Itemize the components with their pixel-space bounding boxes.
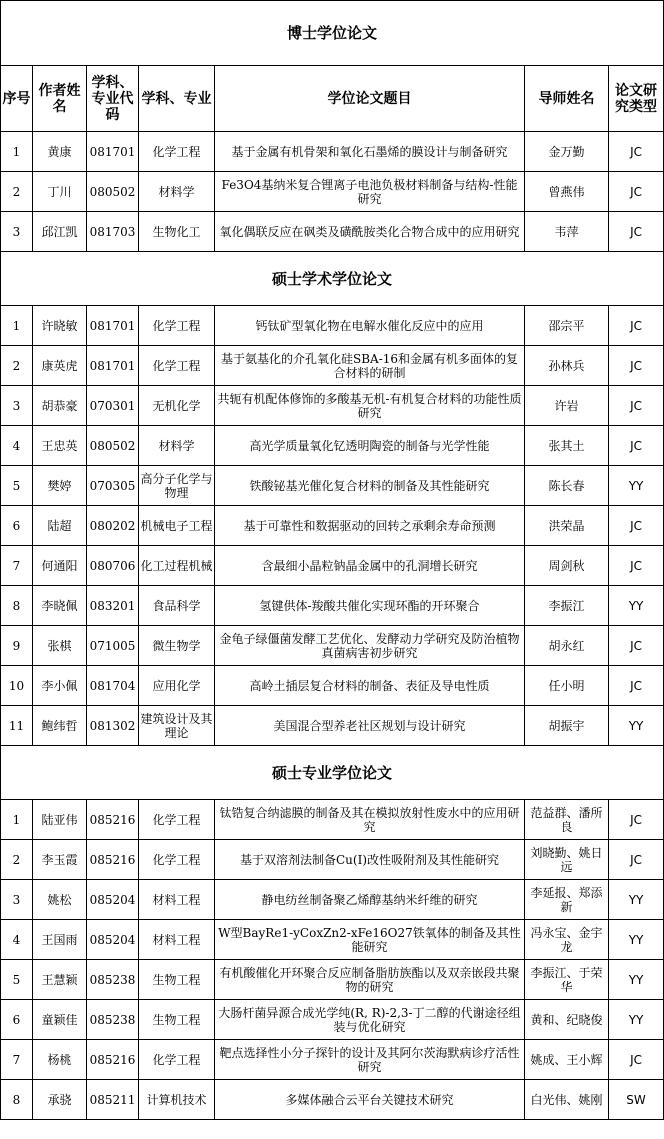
cell-major: 生物工程 <box>139 1000 215 1040</box>
cell-code: 081704 <box>87 666 139 706</box>
cell-major: 化学工程 <box>139 306 215 346</box>
cell-type: JC <box>609 1040 664 1080</box>
section-title-academic: 硕士学术学位论文 <box>1 252 664 306</box>
cell-type: YY <box>609 920 664 960</box>
cell-code: 081703 <box>87 212 139 252</box>
cell-no: 7 <box>1 1040 33 1080</box>
cell-no: 2 <box>1 172 33 212</box>
cell-major: 计算机技术 <box>139 1080 215 1120</box>
cell-major: 建筑设计及其理论 <box>139 706 215 746</box>
cell-major: 化学工程 <box>139 132 215 172</box>
cell-advisor: 胡永红 <box>525 626 609 666</box>
cell-type: JC <box>609 132 664 172</box>
cell-major: 化学工程 <box>139 346 215 386</box>
cell-author: 张棋 <box>33 626 87 666</box>
cell-code: 085216 <box>87 1040 139 1080</box>
table-row <box>1 466 664 506</box>
cell-no: 6 <box>1 506 33 546</box>
cell-author: 王忠英 <box>33 426 87 466</box>
cell-title: 大肠杆菌异源合成光学纯(R, R)-2,3-丁二醇的代谢途径组装与优化研究 <box>215 1000 525 1040</box>
table-row <box>1 1000 664 1040</box>
cell-advisor: 刘晓勤、姚日远 <box>525 840 609 880</box>
cell-author: 李玉霞 <box>33 840 87 880</box>
header-type: 论文研究类型 <box>609 66 664 132</box>
cell-code: 081701 <box>87 306 139 346</box>
table-row <box>1 626 664 666</box>
header-title: 学位论文题目 <box>215 66 525 132</box>
cell-no: 10 <box>1 666 33 706</box>
cell-type: JC <box>609 546 664 586</box>
cell-no: 4 <box>1 426 33 466</box>
cell-advisor: 许岩 <box>525 386 609 426</box>
cell-type: JC <box>609 172 664 212</box>
cell-no: 5 <box>1 466 33 506</box>
cell-title: 基于金属有机骨架和氧化石墨烯的膜设计与制备研究 <box>215 132 525 172</box>
cell-author: 康英虎 <box>33 346 87 386</box>
cell-title: 高光学质量氧化钇透明陶瓷的制备与光学性能 <box>215 426 525 466</box>
cell-no: 2 <box>1 840 33 880</box>
table-row <box>1 172 664 212</box>
cell-major: 微生物学 <box>139 626 215 666</box>
table-row <box>1 666 664 706</box>
table-row <box>1 800 664 840</box>
cell-type: YY <box>609 960 664 1000</box>
table-row <box>1 212 664 252</box>
cell-code: 085204 <box>87 920 139 960</box>
cell-title: 基于氨基化的介孔氧化硅SBA-16和金属有机多面体的复合材料的研制 <box>215 346 525 386</box>
cell-major: 材料学 <box>139 172 215 212</box>
cell-major: 应用化学 <box>139 666 215 706</box>
cell-type: JC <box>609 426 664 466</box>
cell-author: 承骁 <box>33 1080 87 1120</box>
cell-major: 化学工程 <box>139 1040 215 1080</box>
cell-advisor: 李延报、郑添新 <box>525 880 609 920</box>
cell-advisor: 任小明 <box>525 666 609 706</box>
cell-no: 5 <box>1 960 33 1000</box>
cell-advisor: 黄和、纪晓俊 <box>525 1000 609 1040</box>
cell-type: JC <box>609 506 664 546</box>
cell-code: 085204 <box>87 880 139 920</box>
cell-major: 高分子化学与物理 <box>139 466 215 506</box>
cell-major: 材料工程 <box>139 920 215 960</box>
cell-no: 8 <box>1 1080 33 1120</box>
header-major: 学科、专业 <box>139 66 215 132</box>
cell-no: 9 <box>1 626 33 666</box>
cell-title: 美国混合型养老社区规划与设计研究 <box>215 706 525 746</box>
cell-code: 080502 <box>87 426 139 466</box>
cell-major: 食品科学 <box>139 586 215 626</box>
cell-author: 鲍纬哲 <box>33 706 87 746</box>
cell-advisor: 白光伟、姚刚 <box>525 1080 609 1120</box>
cell-author: 许晓敏 <box>33 306 87 346</box>
cell-code: 085216 <box>87 840 139 880</box>
cell-author: 王慧颖 <box>33 960 87 1000</box>
cell-author: 杨桃 <box>33 1040 87 1080</box>
cell-author: 樊婷 <box>33 466 87 506</box>
table-row <box>1 132 664 172</box>
cell-title: 多媒体融合云平台关键技术研究 <box>215 1080 525 1120</box>
header-author: 作者姓名 <box>33 66 87 132</box>
table-row <box>1 386 664 426</box>
cell-type: YY <box>609 1000 664 1040</box>
cell-code: 081701 <box>87 346 139 386</box>
cell-code: 085238 <box>87 1000 139 1040</box>
section-title-professional: 硕士专业学位论文 <box>1 746 664 800</box>
table-row <box>1 960 664 1000</box>
table-row <box>1 426 664 466</box>
cell-no: 6 <box>1 1000 33 1040</box>
cell-type: JC <box>609 840 664 880</box>
cell-advisor: 韦萍 <box>525 212 609 252</box>
header-no: 序号 <box>1 66 33 132</box>
table-row <box>1 840 664 880</box>
cell-type: YY <box>609 466 664 506</box>
cell-no: 11 <box>1 706 33 746</box>
cell-author: 陆亚伟 <box>33 800 87 840</box>
table-row <box>1 546 664 586</box>
cell-type: SW <box>609 1080 664 1120</box>
cell-author: 王国雨 <box>33 920 87 960</box>
cell-title: 钛锆复合纳滤膜的制备及其在模拟放射性废水中的应用研究 <box>215 800 525 840</box>
cell-type: JC <box>609 800 664 840</box>
cell-title: 共轭有机配体修饰的多酸基无机-有机复合材料的功能性质研究 <box>215 386 525 426</box>
cell-author: 丁川 <box>33 172 87 212</box>
cell-code: 083201 <box>87 586 139 626</box>
cell-title: 氧化偶联反应在砜类及磺酰胺类化合物合成中的应用研究 <box>215 212 525 252</box>
cell-advisor: 孙林兵 <box>525 346 609 386</box>
cell-code: 080202 <box>87 506 139 546</box>
cell-major: 生物工程 <box>139 960 215 1000</box>
cell-title: 静电纺丝制备聚乙烯醇基纳米纤维的研究 <box>215 880 525 920</box>
cell-type: JC <box>609 626 664 666</box>
table-row <box>1 706 664 746</box>
cell-author: 李小佩 <box>33 666 87 706</box>
cell-title: 基于双溶剂法制备Cu(I)改性吸附剂及其性能研究 <box>215 840 525 880</box>
table-row <box>1 346 664 386</box>
cell-type: JC <box>609 386 664 426</box>
cell-advisor: 邵宗平 <box>525 306 609 346</box>
cell-advisor: 洪荣晶 <box>525 506 609 546</box>
table-row <box>1 1080 664 1120</box>
cell-no: 2 <box>1 346 33 386</box>
cell-title: 有机酸催化开环聚合反应制备脂肪族酯以及双亲嵌段共聚物的研究 <box>215 960 525 1000</box>
cell-no: 1 <box>1 132 33 172</box>
cell-title: 高岭土插层复合材料的制备、表征及导电性质 <box>215 666 525 706</box>
cell-code: 081302 <box>87 706 139 746</box>
cell-title: Fe3O4基纳米复合锂离子电池负极材料制备与结构-性能研究 <box>215 172 525 212</box>
cell-no: 4 <box>1 920 33 960</box>
cell-major: 无机化学 <box>139 386 215 426</box>
cell-author: 胡恭豪 <box>33 386 87 426</box>
cell-title: W型BayRe1-yCoxZn2-xFe16O27铁氧体的制备及其性能研究 <box>215 920 525 960</box>
cell-advisor: 李振江、于荣华 <box>525 960 609 1000</box>
table-row <box>1 880 664 920</box>
header-advisor: 导师姓名 <box>525 66 609 132</box>
cell-type: JC <box>609 212 664 252</box>
cell-advisor: 金万勤 <box>525 132 609 172</box>
cell-major: 化工过程机械 <box>139 546 215 586</box>
table-row <box>1 920 664 960</box>
cell-advisor: 李振江 <box>525 586 609 626</box>
cell-code: 085216 <box>87 800 139 840</box>
cell-advisor: 姚成、王小辉 <box>525 1040 609 1080</box>
cell-no: 8 <box>1 586 33 626</box>
cell-no: 3 <box>1 386 33 426</box>
cell-title: 基于可靠性和数据驱动的回转之承剩余寿命预测 <box>215 506 525 546</box>
cell-advisor: 张其土 <box>525 426 609 466</box>
cell-title: 铁酸铋基光催化复合材料的制备及其性能研究 <box>215 466 525 506</box>
cell-type: YY <box>609 880 664 920</box>
cell-type: YY <box>609 706 664 746</box>
cell-no: 7 <box>1 546 33 586</box>
cell-code: 085211 <box>87 1080 139 1120</box>
cell-type: JC <box>609 306 664 346</box>
cell-author: 何通阳 <box>33 546 87 586</box>
cell-major: 化学工程 <box>139 840 215 880</box>
cell-title: 靶点选择性小分子探针的设计及其阿尔茨海默病诊疗活性研究 <box>215 1040 525 1080</box>
cell-code: 080706 <box>87 546 139 586</box>
cell-code: 070305 <box>87 466 139 506</box>
cell-title: 含最细小晶粒钠晶金属中的孔洞增长研究 <box>215 546 525 586</box>
cell-title: 氢键供体-羧酸共催化实现环酯的开环聚合 <box>215 586 525 626</box>
cell-author: 邱江凯 <box>33 212 87 252</box>
table-row <box>1 586 664 626</box>
cell-code: 070301 <box>87 386 139 426</box>
cell-type: JC <box>609 666 664 706</box>
cell-no: 3 <box>1 212 33 252</box>
table-row <box>1 306 664 346</box>
cell-type: JC <box>609 346 664 386</box>
cell-advisor: 曾燕伟 <box>525 172 609 212</box>
cell-author: 李晓佩 <box>33 586 87 626</box>
cell-type: YY <box>609 586 664 626</box>
cell-major: 材料工程 <box>139 880 215 920</box>
cell-advisor: 冯永宝、金宇龙 <box>525 920 609 960</box>
cell-code: 080502 <box>87 172 139 212</box>
cell-no: 1 <box>1 800 33 840</box>
cell-code: 081701 <box>87 132 139 172</box>
cell-major: 生物化工 <box>139 212 215 252</box>
cell-major: 机械电子工程 <box>139 506 215 546</box>
cell-author: 姚松 <box>33 880 87 920</box>
cell-title: 金龟子绿僵菌发酵工艺优化、发酵动力学研究及防治植物真菌病害初步研究 <box>215 626 525 666</box>
section-title-phd: 博士学位论文 <box>1 1 664 66</box>
cell-major: 化学工程 <box>139 800 215 840</box>
cell-code: 071005 <box>87 626 139 666</box>
table-row <box>1 506 664 546</box>
cell-advisor: 陈长春 <box>525 466 609 506</box>
cell-advisor: 胡振宇 <box>525 706 609 746</box>
cell-major: 材料学 <box>139 426 215 466</box>
header-code: 学科、专业代码 <box>87 66 139 132</box>
cell-advisor: 周剑秋 <box>525 546 609 586</box>
cell-author: 童颖佳 <box>33 1000 87 1040</box>
cell-no: 3 <box>1 880 33 920</box>
table-row <box>1 1040 664 1080</box>
cell-advisor: 范益群、潘所良 <box>525 800 609 840</box>
cell-code: 085238 <box>87 960 139 1000</box>
cell-no: 1 <box>1 306 33 346</box>
cell-author: 陆超 <box>33 506 87 546</box>
cell-author: 黄康 <box>33 132 87 172</box>
cell-title: 钙钛矿型氧化物在电解水催化反应中的应用 <box>215 306 525 346</box>
